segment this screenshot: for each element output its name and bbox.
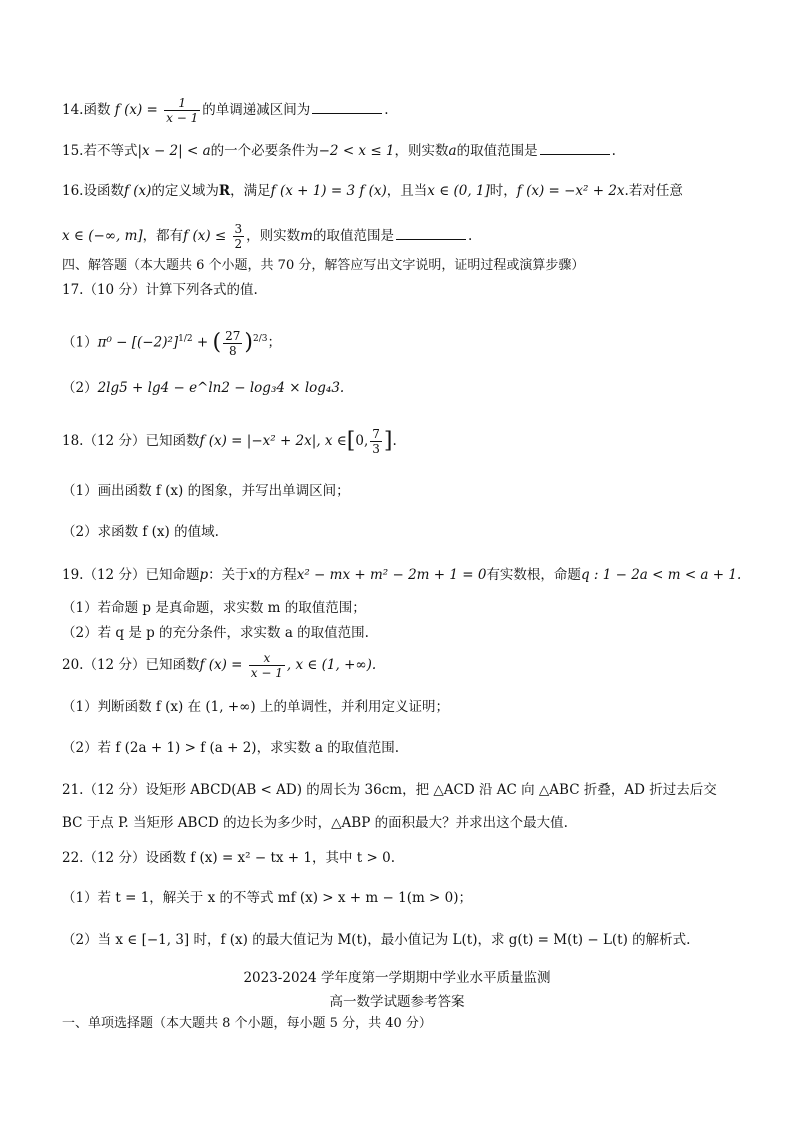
q17-p2-label: （2） <box>62 380 98 396</box>
q16-R: R <box>218 183 231 199</box>
q17-p1-expr-b: + <box>192 334 213 351</box>
q17-part1: $(1)\pi^0 - [(-2)^2]^{1/2}$ + ( $\frac{27}{8}$ )$^{2/3}$； <box>62 328 281 358</box>
q16-l2-post2: 的取值范围是 <box>312 228 394 244</box>
q18-frac-num: 7 <box>372 427 380 441</box>
q16-frac-num: 3 <box>234 222 243 236</box>
q15-pre: 若不等式 <box>83 143 138 159</box>
q20-f: f (x) = <box>199 657 243 673</box>
q16-frac-den: 2 <box>234 237 243 251</box>
q16-answer-blank[interactable] <box>396 225 466 240</box>
q16-f: f (x) <box>123 183 152 199</box>
q19-q-cond: q : 1 − 2a < m < a + 1. <box>580 567 742 583</box>
q14-number: 14. <box>62 102 84 118</box>
question-16-line2 <box>62 222 734 251</box>
q14-func: f (x) = <box>114 102 158 118</box>
q17-part2 <box>62 378 734 398</box>
q19-heading <box>62 565 742 585</box>
q16-mid: 的定义域为 <box>151 183 219 199</box>
q16-mid2: ，满足 <box>230 183 271 199</box>
answer-section-1: 一、单项选择题（本大题共 8 个小题，每小题 5 分，共 40 分） <box>62 1016 432 1031</box>
q14-post: 的单调递减区间为 <box>202 102 311 118</box>
q16-pre: 设函数 <box>83 183 124 199</box>
q19-part2: （2）若 q 是 p 的充分条件，求实数 a 的取值范围. <box>62 625 369 641</box>
q16-x-range: x ∈ (−∞, m] <box>62 228 143 244</box>
q19-head-mid3: 有实数根，命题 <box>486 567 581 583</box>
q14-end: . <box>384 102 389 118</box>
q15-answer-blank[interactable] <box>540 140 610 155</box>
q15-var: a <box>448 143 457 159</box>
q19-head-pre: 19.（12 分）已知命题 <box>62 567 200 583</box>
answer-title-2: 高一数学试题参考答案 <box>329 994 465 1010</box>
q14-answer-blank[interactable] <box>312 99 382 114</box>
q17-p1-label: （1） <box>62 334 98 351</box>
q17-p1-num: 27 <box>225 328 241 343</box>
q16-fraction <box>233 222 245 251</box>
q18-head-pre: 18.（12 分）已知函数 <box>62 433 200 449</box>
question-15 <box>62 140 734 161</box>
q19-x-var: x <box>248 567 257 583</box>
q15-number: 15. <box>62 143 84 159</box>
q16-mid3: ，且当 <box>386 183 428 199</box>
q18-head-end: . <box>392 433 397 449</box>
answer-title-1: 2023-2024 学年度第一学期期中学业水平质量监测 <box>243 970 551 986</box>
q17-p1-fraction <box>223 329 242 358</box>
q16-def: f (x) = −x² + 2x <box>516 183 625 199</box>
q18-frac-den: 3 <box>372 442 380 456</box>
q16-l2-mid: ，都有 <box>142 228 184 244</box>
q14-frac-num: 1 <box>164 96 200 111</box>
q15-cond: −2 < x ≤ 1 <box>318 143 395 159</box>
q19-p-var: p <box>199 567 209 583</box>
q19-head-mid: ：关于 <box>208 567 249 583</box>
q17-p1-end: ； <box>267 334 281 351</box>
q15-abs: |x − 2| < a <box>137 143 211 159</box>
q20-head-pre: 20.（12 分）已知函数 <box>62 657 200 673</box>
q16-ineq: f (x) ≤ <box>183 228 227 244</box>
q19-head-mid2: 的方程 <box>256 567 297 583</box>
q22-heading: 22.（12 分）设函数 f (x) = x² − tx + 1，其中 t > 0. <box>62 850 395 866</box>
q17-p1-exp1: 1/2 <box>178 334 193 344</box>
q18-fraction <box>370 427 382 456</box>
q15-post: ，则实数 <box>394 143 449 159</box>
q17-p2-expr: 2lg5 + lg4 − e^ln2 − log₃4 × log₄3. <box>97 380 345 396</box>
q16-end1: .若对任意 <box>624 183 683 199</box>
question-16-line1 <box>62 181 734 201</box>
question-14 <box>62 96 734 125</box>
q18-heading: 18.（12 分）已知函数f (x) = |−x² + 2x|, x ∈[0, $\frac{7}{3}$ ]. <box>62 427 397 456</box>
q16-mid4: 时， <box>489 183 517 199</box>
q17-heading: 17.（10 分）计算下列各式的值. <box>62 282 258 298</box>
q18-part2: （2）求函数 f (x) 的值域. <box>62 524 219 540</box>
q20-domain: , x ∈ (1, +∞). <box>286 657 377 673</box>
q20-part1: （1）判断函数 f (x) 在 (1, +∞) 上的单调性，并利用定义证明； <box>62 699 449 715</box>
q20-frac-num: x <box>249 651 285 666</box>
section-4-heading: 四、解答题（本大题共 6 个小题，共 70 分，解答应写出文字说明，证明过程或演算步骤） <box>62 258 585 273</box>
q17-p1-expr-a: π⁰ − [(−2)²] <box>97 334 179 351</box>
q15-mid: 的一个必要条件为 <box>210 143 319 159</box>
q20-frac-den: x − 1 <box>250 666 283 680</box>
q15-end: . <box>611 143 616 159</box>
q21-line1: 21.（12 分）设矩形 ABCD(AB < AD) 的周长为 36cm，把 △ACD 沿 AC 向 △ABC 折叠，AD 折过去后交 <box>62 782 717 798</box>
q14-frac-den: x − 1 <box>166 111 199 125</box>
q18-part1: （1）画出函数 f (x) 的图象，并写出单调区间； <box>62 483 350 499</box>
q19-part1: （1）若命题 p 是真命题，求实数 m 的取值范围； <box>62 600 366 616</box>
q20-part2: （2）若 f (2a + 1) > f (a + 2)，求实数 a 的取值范围. <box>62 740 399 756</box>
q22-part1: （1）若 t = 1，解关于 x 的不等式 mf (x) > x + m − 1(m > 0)； <box>62 890 473 906</box>
q14-pre: 函数 <box>83 102 111 118</box>
q18-head-expr: f (x) = |−x² + 2x|, x ∈ <box>199 433 347 449</box>
q19-equation: x² − mx + m² − 2m + 1 = 0 <box>296 567 487 583</box>
q16-var: m <box>300 228 313 244</box>
q17-p1-exp2: 2/3 <box>253 334 268 344</box>
q20-fraction <box>249 651 285 680</box>
q16-number: 16. <box>62 183 84 199</box>
q16-eq: f (x + 1) = 3 f (x) <box>270 183 387 199</box>
q18-int-left: 0, <box>355 433 369 449</box>
q21-line2: BC 于点 P. 当矩形 ABCD 的边长为多少时，△ABP 的面积最大？并求出这个最大值. <box>62 815 568 831</box>
q17-p1-den: 8 <box>228 343 237 358</box>
q16-end2: . <box>467 228 473 244</box>
q16-int: x ∈ (0, 1] <box>427 183 490 199</box>
q14-fraction <box>164 96 200 125</box>
q22-part2: （2）当 x ∈ [−1, 3] 时，f (x) 的最大值记为 M(t)，最小值记为 L(t)，求 g(t) = M(t) − L(t) 的解析式. <box>62 932 691 948</box>
q20-heading <box>62 648 734 682</box>
q16-l2-post: ，则实数 <box>246 228 301 244</box>
q15-post2: 的取值范围是 <box>456 143 538 159</box>
